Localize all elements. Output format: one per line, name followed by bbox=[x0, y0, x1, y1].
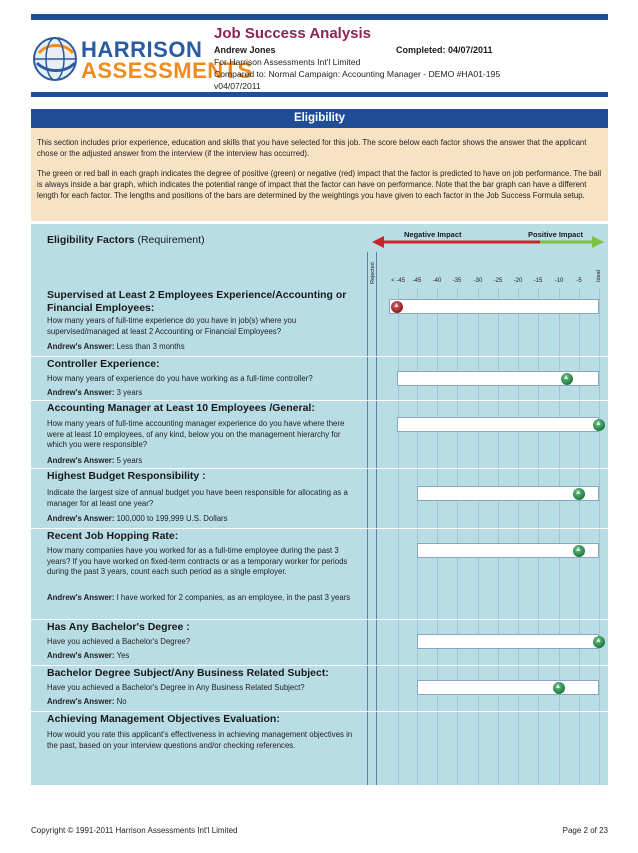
factor-title: Recent Job Hopping Rate: bbox=[47, 530, 179, 542]
factor-divider bbox=[31, 356, 608, 357]
factor-answer bbox=[47, 514, 357, 525]
footer-copyright: Copyright © 1991-2011 Harrison Assessments Int'l Limited bbox=[31, 826, 238, 835]
factor-question: How many years of experience do you have working as a full-time controller? bbox=[47, 374, 313, 383]
ideal-label: Ideal bbox=[596, 270, 602, 282]
green-impact-ball-icon bbox=[573, 488, 585, 500]
factor-title: Accounting Manager at Least 10 Employees /General: bbox=[47, 402, 315, 414]
factors-title-requirement: (Requirement) bbox=[137, 234, 205, 246]
scale-tick-label: -35 bbox=[452, 278, 462, 284]
answer-value: No bbox=[116, 697, 127, 706]
footer-page-number: Page 2 of 23 bbox=[562, 826, 608, 835]
answer-value: I have worked for 2 companies, as an employee, in the past 3 years bbox=[116, 593, 351, 602]
factors-header-title bbox=[47, 234, 205, 246]
green-impact-ball-icon bbox=[561, 373, 573, 385]
header-top-rule bbox=[31, 14, 608, 20]
answer-value: 5 years bbox=[116, 456, 143, 465]
completed-date: Completed: 04/07/2011 bbox=[396, 45, 493, 55]
factor-question: Have you achieved a Bachelor's Degree? bbox=[47, 637, 191, 646]
logo-word-harrison: HARRISON bbox=[81, 37, 203, 62]
positive-impact-label: Positive Impact bbox=[528, 230, 584, 239]
scale-tick-label: -5 bbox=[576, 278, 582, 284]
scale-tick-label: < -45 bbox=[391, 278, 405, 284]
section-title: Eligibility bbox=[293, 112, 346, 124]
factor-title: Controller Experience: bbox=[47, 358, 160, 370]
intro-paragraph-1: This section includes prior experience, education and skills that you have selected for this job. The score below each factor shows the answer that the applicant chose or the adjusted answer from the interview (if the interview has occurred). bbox=[37, 138, 587, 158]
negative-arrow-head-icon bbox=[372, 236, 384, 248]
globe-logo-icon bbox=[31, 33, 83, 85]
factor-answer bbox=[47, 651, 357, 662]
factor-divider bbox=[31, 528, 608, 529]
answer-prefix: Andrew's Answer: bbox=[47, 388, 117, 397]
report-title: Job Success Analysis bbox=[214, 25, 372, 42]
answer-prefix: Andrew's Answer: bbox=[47, 342, 117, 351]
factor-answer bbox=[47, 456, 357, 467]
answer-value: Less than 3 months bbox=[116, 342, 185, 351]
factor-question: How many companies have you worked for as a full-time employee during the past 3 years? If you have worked on fixed-term contracts or as a temporary worker for periods during the past 3 years, count each such period as a single employer. bbox=[47, 546, 348, 577]
scale-tick-label: -15 bbox=[533, 278, 543, 284]
scale-tick-label: -30 bbox=[473, 278, 483, 284]
header-bottom-rule bbox=[31, 92, 608, 97]
header-comparison: Compared to: Normal Campaign: Accounting Manager - DEMO #HA01-195 bbox=[214, 69, 501, 79]
grid-line bbox=[367, 252, 368, 785]
green-impact-ball-icon bbox=[593, 636, 605, 648]
candidate-name: Andrew Jones bbox=[214, 45, 276, 55]
factor-answer bbox=[47, 697, 357, 708]
positive-arrow-head-icon bbox=[592, 236, 604, 248]
factor-question: How many years of full-time experience do you have in job(s) where you supervised/managed at least 2 Accounting or Financial Employees? bbox=[47, 316, 297, 336]
impact-range-bar bbox=[389, 299, 599, 314]
factor-question: Indicate the largest size of annual budget you have been responsible for allocating as a manager for at least one year? bbox=[47, 488, 348, 508]
scale-tick-label: -45 bbox=[412, 278, 422, 284]
impact-range-bar bbox=[417, 680, 599, 695]
scale-tick-label: -25 bbox=[493, 278, 503, 284]
factor-divider bbox=[31, 400, 608, 401]
impact-arrow bbox=[372, 232, 604, 252]
factor-divider bbox=[31, 619, 608, 620]
answer-value: Yes bbox=[116, 651, 130, 660]
factor-title: Bachelor Degree Subject/Any Business Related Subject: bbox=[47, 667, 329, 679]
answer-value: 100,000 to 199,999 U.S. Dollars bbox=[116, 514, 228, 523]
impact-range-bar bbox=[417, 543, 599, 558]
answer-value: 3 years bbox=[116, 388, 143, 397]
grid-line bbox=[376, 252, 377, 785]
negative-impact-label: Negative Impact bbox=[404, 230, 462, 239]
green-impact-ball-icon bbox=[593, 419, 605, 431]
factor-question: Have you achieved a Bachelor's Degree in Any Business Related Subject? bbox=[47, 683, 305, 692]
factor-title: Supervised at Least 2 Employees Experience/Accounting or Financial Employees: bbox=[47, 289, 347, 314]
answer-prefix: Andrew's Answer: bbox=[47, 514, 117, 523]
intro-paragraph-2: The green or red ball in each graph indicates the degree of positive (green) or negative (red) impact that the factor is predicted to have on job performance. The ball is always inside a bar graph, which indicates the potential range of impact that the factor can have on performance. Note that the bar graph can have a different length for each factor. The lengths and positions of the bars are determined by the weightings you have given to each factor in the Job Success Formula setup. bbox=[37, 169, 602, 200]
green-impact-ball-icon bbox=[553, 682, 565, 694]
answer-prefix: Andrew's Answer: bbox=[47, 456, 117, 465]
factor-title: Highest Budget Responsibility : bbox=[47, 470, 206, 482]
section-intro bbox=[31, 128, 608, 221]
factors-title-text: Eligibility Factors bbox=[47, 234, 135, 246]
answer-prefix: Andrew's Answer: bbox=[47, 651, 117, 660]
logo-word-assessments: ASSESSMENTS bbox=[81, 58, 253, 83]
green-impact-ball-icon bbox=[573, 545, 585, 557]
impact-range-bar bbox=[397, 417, 599, 432]
scale-tick-label: -40 bbox=[432, 278, 442, 284]
scale-tick-label: -20 bbox=[513, 278, 523, 284]
factor-title: Achieving Management Objectives Evaluation: bbox=[47, 713, 280, 725]
scale-tick-label: -10 bbox=[554, 278, 564, 284]
header-company: For Harrison Assessments Int'l Limited bbox=[214, 57, 361, 67]
answer-prefix: Andrew's Answer: bbox=[47, 593, 117, 602]
factor-answer bbox=[47, 593, 357, 604]
factor-question: How many years of full-time accounting manager experience do you have where there were at least 10 employees, of any kind, below you on the management hierarchy for which you were responsible? bbox=[47, 419, 345, 450]
factor-question: How would you rate this applicant's effectiveness in achieving management objectives in the past, based on your interview questions and/or checking references. bbox=[47, 730, 353, 750]
rejected-label: Rejected bbox=[370, 262, 376, 284]
impact-range-bar bbox=[417, 634, 599, 649]
red-impact-ball-icon bbox=[391, 301, 403, 313]
impact-range-bar bbox=[417, 486, 599, 501]
factor-answer bbox=[47, 388, 357, 399]
section-title-bar bbox=[31, 109, 608, 128]
factor-divider bbox=[31, 711, 608, 712]
factor-title: Has Any Bachelor's Degree : bbox=[47, 621, 190, 633]
factor-divider bbox=[31, 665, 608, 666]
header-version: v04/07/2011 bbox=[214, 81, 261, 91]
answer-prefix: Andrew's Answer: bbox=[47, 697, 117, 706]
factor-answer bbox=[47, 342, 357, 353]
factor-divider bbox=[31, 468, 608, 469]
